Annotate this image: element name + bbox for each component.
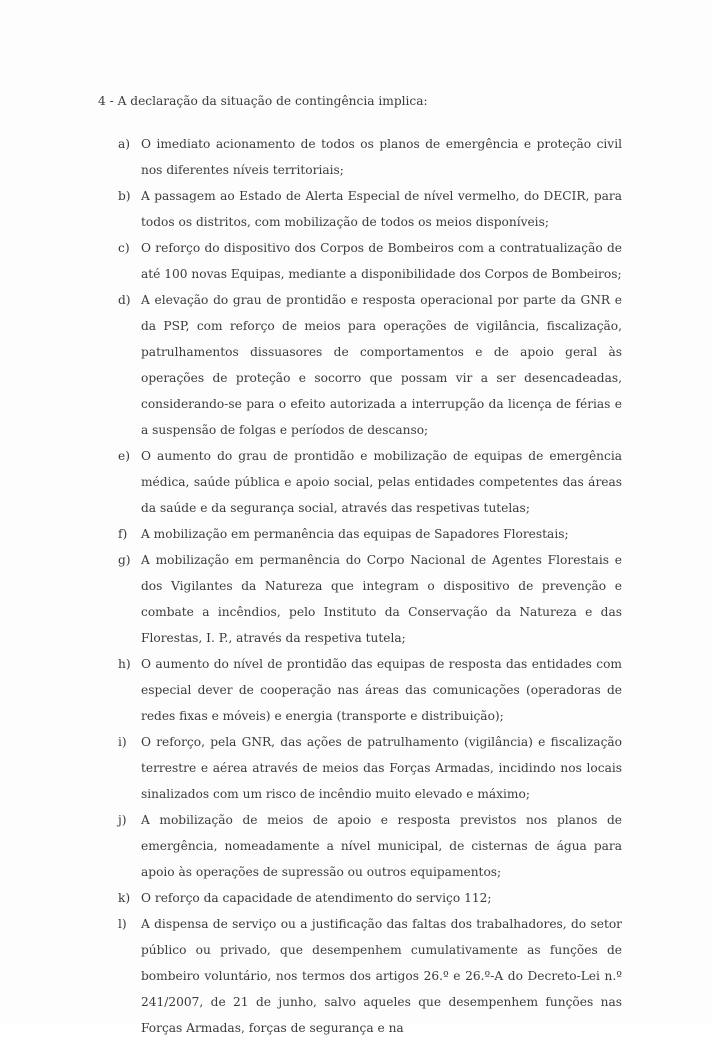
list-item-g xyxy=(98,547,622,651)
list-marker: k) xyxy=(118,891,131,905)
list-item-l xyxy=(98,911,622,1041)
list-item-h xyxy=(98,651,622,729)
list-item-text: A mobilização em permanência do Corpo Nacional de Agentes Florestais e dos Vigilantes da Natureza que integram o dispositivo de prevenção e combate a incêndios, pelo Instituto da Conservação da Natureza e das Florestas, I. P., através da respetiva tutela; xyxy=(141,553,622,645)
list-marker: l) xyxy=(118,917,127,931)
list-marker: g) xyxy=(118,553,131,567)
list-marker: c) xyxy=(118,241,130,255)
list-item-k xyxy=(98,885,622,911)
list-item-i xyxy=(98,729,622,807)
list-marker: i) xyxy=(118,735,127,749)
list-marker: b) xyxy=(118,189,131,203)
list-marker: d) xyxy=(118,293,131,307)
list-item-b xyxy=(98,183,622,235)
list-marker: f) xyxy=(118,527,128,541)
section-intro: 4 - A declaração da situação de contingência implica: xyxy=(98,94,428,108)
document-body xyxy=(98,88,622,1041)
list-item-text: A mobilização em permanência das equipas de Sapadores Florestais; xyxy=(141,527,569,541)
list-item-e xyxy=(98,443,622,521)
list-item-text: O reforço do dispositivo dos Corpos de Bombeiros com a contratualização de até 100 novas Equipas, mediante a disponibilidade dos Corpos de Bombeiros; xyxy=(141,241,622,281)
list-item-text: O reforço da capacidade de atendimento do serviço 112; xyxy=(141,891,492,905)
list-item-f xyxy=(98,521,622,547)
list-item-text: O imediato acionamento de todos os planos de emergência e proteção civil nos diferentes níveis territoriais; xyxy=(141,137,622,177)
list-item-text: O reforço, pela GNR, das ações de patrulhamento (vigilância) e fiscalização terrestre e aérea através de meios das Forças Armadas, incidindo nos locais sinalizados com um risco de incêndio muito elevado e máximo; xyxy=(141,735,622,801)
list-item-text: A passagem ao Estado de Alerta Especial de nível vermelho, do DECIR, para todos os distritos, com mobilização de todos os meios disponíveis; xyxy=(141,189,622,229)
list-item-text: O aumento do grau de prontidão e mobilização de equipas de emergência médica, saúde pública e apoio social, pelas entidades competentes das áreas da saúde e da segurança social, através das respetivas tutelas; xyxy=(141,449,622,515)
list-marker: e) xyxy=(118,449,130,463)
list-item-j xyxy=(98,807,622,885)
list-item-a xyxy=(98,131,622,183)
list-marker: a) xyxy=(118,137,131,151)
list-item-text: A mobilização de meios de apoio e resposta previstos nos planos de emergência, nomeadamente a nível municipal, de cisternas de água para apoio às operações de supressão ou outros equipamentos; xyxy=(141,813,622,879)
list-item-text: A dispensa de serviço ou a justificação das faltas dos trabalhadores, do setor público ou privado, que desempenhem cumulativamente as funções de bombeiro voluntário, nos termos dos artigos 26.º e 26.º-A do Decreto-Lei n.º 241/2007, de 21 de junho, salvo aqueles que desempenhem funções nas Forças Armadas, forças de segurança e na xyxy=(141,917,622,1035)
contingency-measures-list xyxy=(98,131,622,1041)
list-item-text: O aumento do nível de prontidão das equipas de resposta das entidades com especial dever de cooperação nas áreas das comunicações (operadoras de redes fixas e móveis) e energia (transporte e distribuição); xyxy=(141,657,622,723)
list-item-text: A elevação do grau de prontidão e resposta operacional por parte da GNR e da PSP, com reforço de meios para operações de vigilância, fiscalização, patrulhamentos dissuasores de comportamentos e de apoio geral às operações de proteção e socorro que possam vir a ser desencadeadas, considerando-se para o efeito autorizada a interrupção da licença de férias e a suspensão de folgas e períodos de descanso; xyxy=(141,293,622,437)
list-item-c xyxy=(98,235,622,287)
list-marker: j) xyxy=(118,813,127,827)
list-marker: h) xyxy=(118,657,131,671)
list-item-d xyxy=(98,287,622,443)
